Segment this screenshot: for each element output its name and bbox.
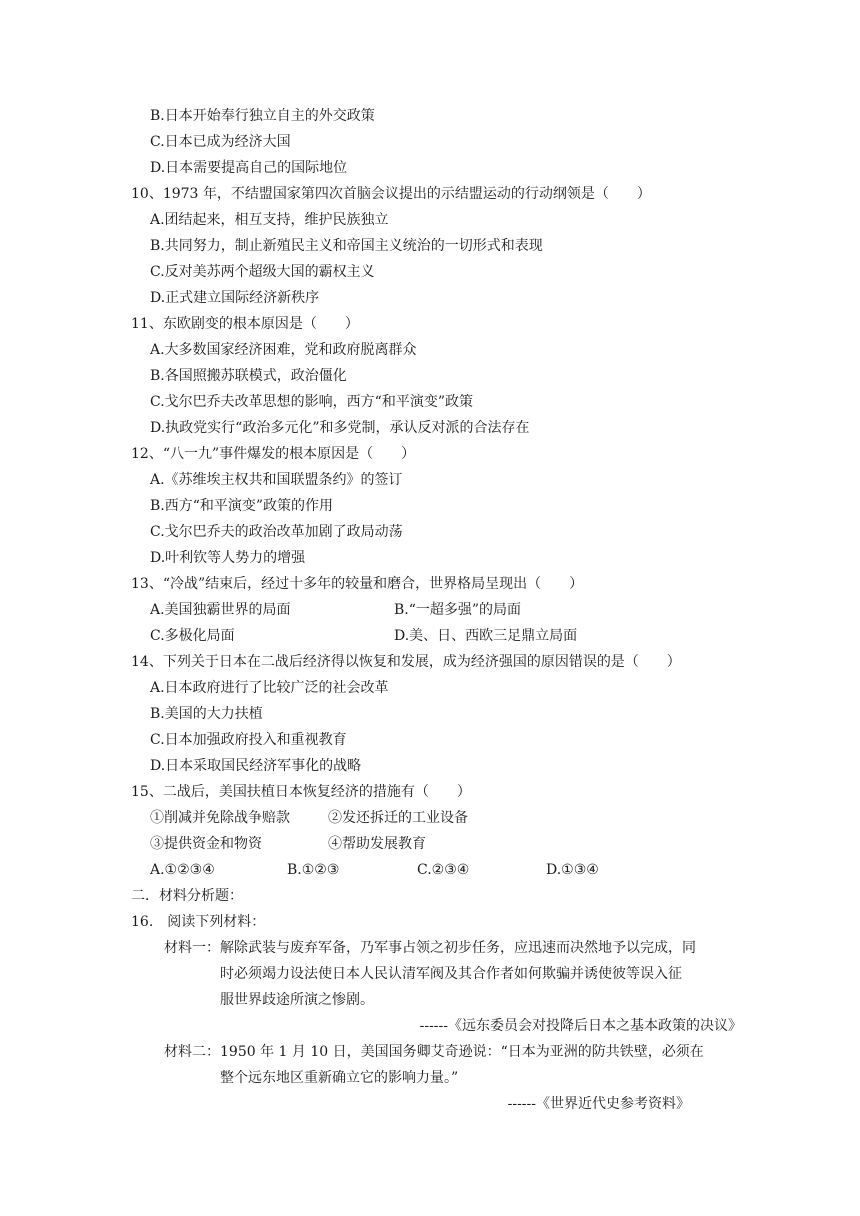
q9-option-b: B.日本开始奉行独立自主的外交政策 [150, 108, 375, 124]
q15-option-b: B.①②③ [287, 862, 340, 878]
q12-option-c: C.戈尔巴乔夫的政治改革加剧了政局动荡 [150, 524, 403, 540]
q10-option-d: D.正式建立国际经济新秩序 [150, 290, 320, 306]
material-2-line-2: 整个远东地区重新确立它的影响力量。” [220, 1070, 459, 1086]
q10-stem: 10、1973 年，不结盟国家第四次首脑会议提出的示结盟运动的行动纲领是（ ） [131, 186, 651, 202]
q14-stem: 14、下列关于日本在二战后经济得以恢复和发展，成为经济强国的原因错误的是（ ） [131, 654, 681, 670]
q12-stem: 12、“八一九”事件爆发的根本原因是（ ） [131, 446, 416, 462]
q10-option-a: A.团结起来，相互支持，维护民族独立 [150, 212, 389, 228]
q13-option-b: B.“一超多强”的局面 [394, 602, 522, 618]
q15-stem: 15、二战后，美国扶植日本恢复经济的措施有（ ） [131, 784, 471, 800]
q15-item-1: ①削减并免除战争赔款 [150, 810, 290, 826]
material-2-source: ------《世界近代史参考资料》 [507, 1096, 690, 1112]
q16-stem: 16. 阅读下列材料： [131, 914, 266, 930]
q12-option-a: A.《苏维埃主权共和国联盟条约》的签订 [150, 472, 403, 488]
q13-option-a: A.美国独霸世界的局面 [150, 602, 291, 618]
q11-option-a: A.大多数国家经济困难，党和政府脱离群众 [150, 342, 417, 358]
q15-option-a: A.①②③④ [150, 862, 215, 878]
q9-option-c: C.日本已成为经济大国 [150, 134, 291, 150]
q10-option-c: C.反对美苏两个超级大国的霸权主义 [150, 264, 375, 280]
q11-option-c: C.戈尔巴乔夫改革思想的影响，西方“和平演变”政策 [150, 394, 473, 410]
q14-option-b: B.美国的大力扶植 [150, 706, 263, 722]
q9-option-d: D.日本需要提高自己的国际地位 [150, 160, 348, 176]
q13-option-d: D.美、日、西欧三足鼎立局面 [394, 628, 578, 644]
material-1-source: ------《远东委员会对投降后日本之基本政策的决议》 [419, 1018, 742, 1034]
q15-item-4: ④帮助发展教育 [328, 836, 426, 852]
q14-option-d: D.日本采取国民经济军事化的战略 [150, 758, 362, 774]
q14-option-c: C.日本加强政府投入和重视教育 [150, 732, 347, 748]
material-2-line-1: 材料二：1950 年 1 月 10 日，美国国务卿艾奇逊说：“日本为亚洲的防共铁壁，必须在 [164, 1044, 704, 1060]
q11-option-d: D.执政党实行“政治多元化”和多党制，承认反对派的合法存在 [150, 420, 530, 436]
section-heading: 二．材料分析题： [131, 888, 243, 904]
q10-option-b: B.共同努力，制止新殖民主义和帝国主义统治的一切形式和表现 [150, 238, 543, 254]
q14-option-a: A.日本政府进行了比较广泛的社会改革 [150, 680, 389, 696]
q13-stem: 13、“冷战”结束后，经过十多年的较量和磨合，世界格局呈现出（ ） [131, 576, 584, 592]
q15-option-c: C.②③④ [417, 862, 470, 878]
q13-option-c: C.多极化局面 [150, 628, 235, 644]
q15-option-d: D.①③④ [546, 862, 599, 878]
q12-option-b: B.西方“和平演变”政策的作用 [150, 498, 334, 514]
q11-option-b: B.各国照搬苏联模式，政治僵化 [150, 368, 347, 384]
material-1-line-2: 时必须竭力设法使日本人民认清军阀及其合作者如何欺骗并诱使彼等误入征 [220, 966, 682, 982]
material-1-line-1: 材料一：解除武装与废弃军备，乃军事占领之初步任务，应迅速而决然地予以完成，同 [164, 940, 696, 956]
q11-stem: 11、东欧剧变的根本原因是（ ） [131, 316, 359, 332]
q12-option-d: D.叶利钦等人势力的增强 [150, 550, 306, 566]
material-1-line-3: 服世界歧途所演之惨剧。 [220, 992, 374, 1008]
q15-item-2: ②发还拆迁的工业设备 [328, 810, 468, 826]
q15-item-3: ③提供资金和物资 [150, 836, 262, 852]
